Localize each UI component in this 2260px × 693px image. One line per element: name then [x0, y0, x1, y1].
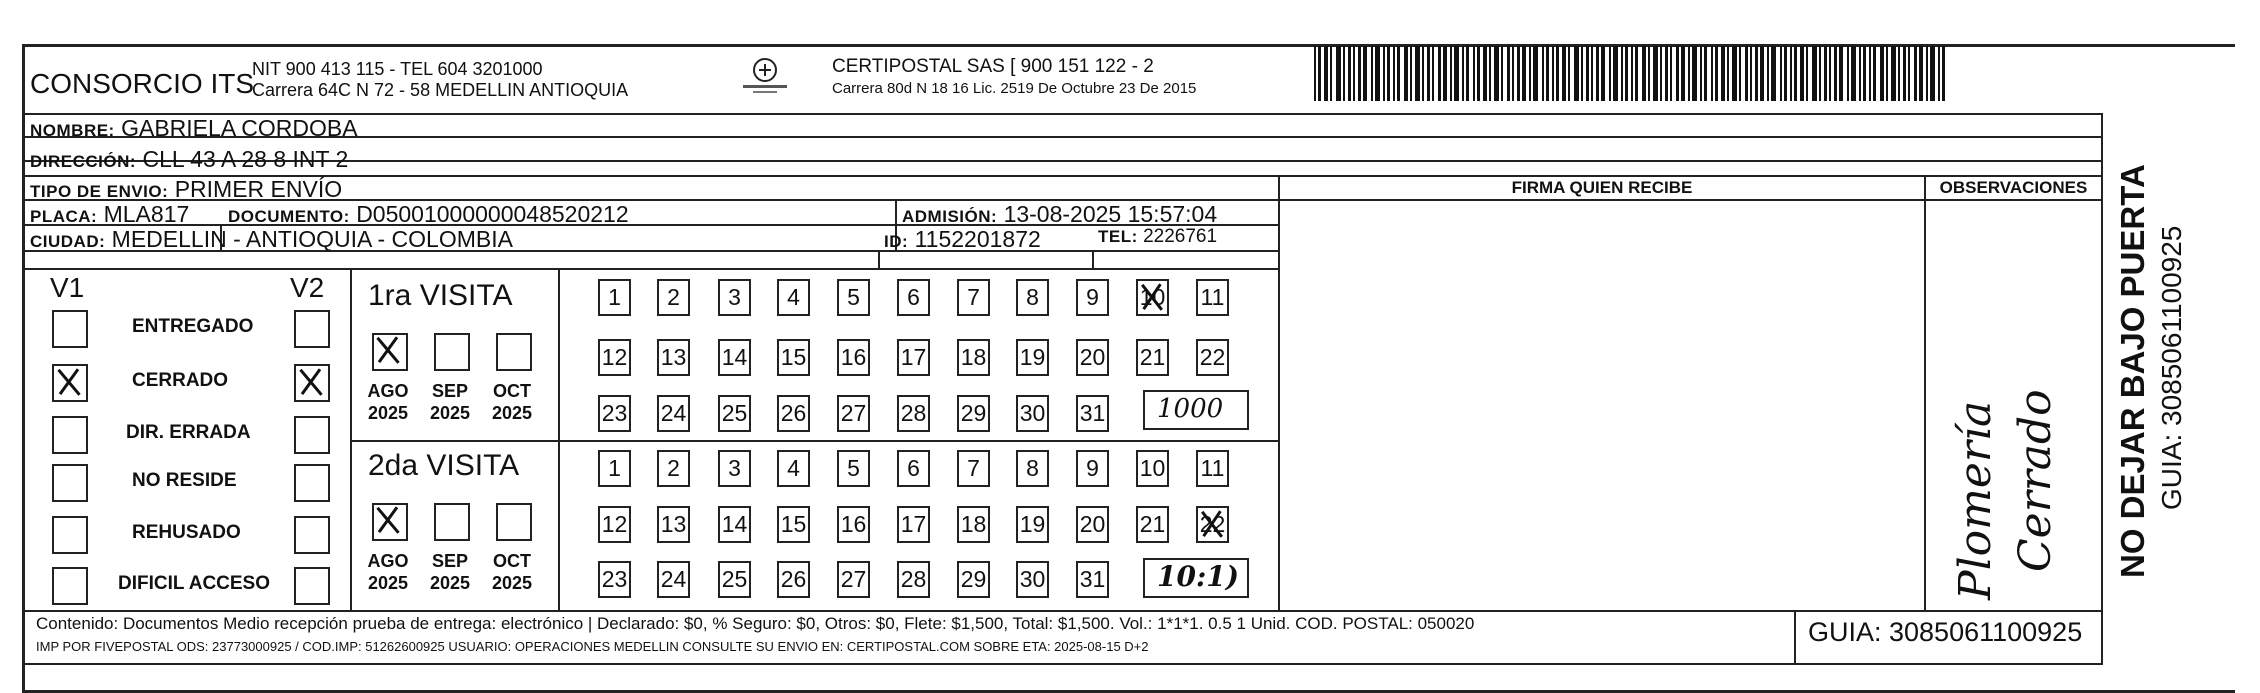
barcode-bar — [1760, 46, 1764, 101]
tel-row — [1098, 226, 1217, 248]
tipo-label: TIPO DE ENVIO: — [30, 182, 169, 201]
barcode-bar — [1771, 46, 1776, 101]
first-visit-day-31[interactable]: 31 — [1076, 395, 1109, 432]
barcode-bar — [1477, 46, 1480, 101]
barcode-bar — [1609, 46, 1611, 101]
direccion-label: DIRECCIÓN: — [30, 152, 137, 171]
barcode-bar — [1727, 46, 1729, 101]
barcode-bar — [1642, 46, 1646, 101]
barcode-bar — [1819, 46, 1821, 101]
barcode-bar — [1721, 46, 1725, 101]
barcode-bar — [1631, 46, 1633, 101]
first-visit-day-8[interactable]: 8 — [1016, 279, 1049, 316]
barcode-bar — [1494, 46, 1499, 101]
second-visit-year-label: 2025 — [367, 573, 409, 593]
id-row — [884, 226, 1041, 253]
admision-label: ADMISIÓN: — [902, 207, 998, 226]
first-visit-day-13[interactable]: 13 — [657, 339, 690, 376]
barcode-bar — [1387, 46, 1390, 101]
placa-value: MLA817 — [103, 201, 190, 227]
barcode-bar — [1898, 46, 1900, 101]
barcode-bar — [1869, 46, 1871, 101]
placa-row — [30, 201, 189, 228]
firma-header: FIRMA QUIEN RECIBE — [1511, 178, 1693, 197]
barcode-bar — [1410, 46, 1412, 101]
first-visit-month-caption — [422, 380, 478, 424]
first-visit-day-26[interactable]: 26 — [777, 395, 810, 432]
first-visit-month-caption — [484, 380, 540, 424]
v1-header: V1 — [50, 272, 85, 303]
barcode-bar — [1790, 46, 1792, 101]
second-visit-day-6[interactable]: 6 — [897, 450, 930, 487]
first-visit-day-17[interactable]: 17 — [897, 339, 930, 376]
barcode-bar — [1533, 46, 1538, 101]
company-name: CONSORCIO ITS — [30, 68, 255, 99]
barcode-bar — [1824, 46, 1827, 101]
barcode-bar — [1443, 46, 1447, 101]
barcode-bar — [1507, 46, 1510, 101]
rule — [558, 268, 560, 610]
barcode-bar — [1512, 46, 1514, 101]
second-visit-day-8[interactable]: 8 — [1016, 450, 1049, 487]
second-visit-title: 2da VISITA — [368, 449, 520, 482]
company-nit-line1: NIT 900 413 115 - TEL 604 3201000 — [252, 59, 543, 79]
second-visit-day-23[interactable]: 23 — [598, 561, 631, 598]
second-visit-year-label: 2025 — [491, 573, 533, 593]
documento-row — [228, 201, 629, 228]
second-visit-day-29[interactable]: 29 — [957, 561, 990, 598]
barcode-bar — [1489, 46, 1491, 101]
first-visit-day-6[interactable]: 6 — [897, 279, 930, 316]
tipo-value: PRIMER ENVÍO — [174, 176, 343, 202]
second-visit-day-mark — [1198, 508, 1226, 540]
first-visit-day-14[interactable]: 14 — [718, 339, 751, 376]
barcode-bar — [1891, 46, 1896, 101]
rule — [25, 610, 2103, 612]
observation-handwriting-1: Plomería — [1950, 400, 2001, 600]
first-visit-day-9[interactable]: 9 — [1076, 279, 1109, 316]
second-visit-day-25[interactable]: 25 — [718, 561, 751, 598]
v2-checkbox[interactable] — [294, 516, 330, 554]
barcode-bar — [1591, 46, 1593, 101]
first-visit-day-25[interactable]: 25 — [718, 395, 751, 432]
first-visit-time-value: 1000 — [1157, 394, 1224, 424]
barcode-bar — [1903, 46, 1906, 101]
first-visit-day-20[interactable]: 20 — [1076, 339, 1109, 376]
barcode-bar — [1438, 46, 1441, 101]
side-guia: GUIA: 3085061100925 — [2156, 225, 2187, 510]
second-visit-day-16[interactable]: 16 — [837, 506, 870, 543]
second-visit-day-15[interactable]: 15 — [777, 506, 810, 543]
rule — [1092, 250, 1094, 268]
barcode-bar — [1601, 46, 1605, 101]
first-visit-month-label: SEP — [431, 381, 469, 401]
first-visit-day-28[interactable]: 28 — [897, 395, 930, 432]
second-visit-day-9[interactable]: 9 — [1076, 450, 1109, 487]
barcode-bar — [1829, 46, 1831, 101]
barcode-bar — [1371, 46, 1373, 101]
barcode-bar — [1812, 46, 1817, 101]
barcode-bar — [1880, 46, 1884, 101]
direccion-value: CLL 43 A 28 8 INT 2 — [142, 146, 349, 172]
barcode-bar — [1847, 46, 1849, 101]
second-visit-day-27[interactable]: 27 — [837, 561, 870, 598]
second-visit-day-5[interactable]: 5 — [837, 450, 870, 487]
v1-checkbox[interactable] — [52, 416, 88, 454]
second-visit-day-22[interactable]: 22 — [1196, 506, 1229, 543]
v1-checkbox[interactable] — [52, 310, 88, 348]
barcode-bar — [1427, 46, 1430, 101]
first-visit-day-30[interactable]: 30 — [1016, 395, 1049, 432]
first-visit-time — [1143, 390, 1249, 430]
barcode-bar — [1926, 46, 1928, 101]
second-visit-day-20[interactable]: 20 — [1076, 506, 1109, 543]
second-visit-day-7[interactable]: 7 — [957, 450, 990, 487]
barcode-bar — [1397, 46, 1400, 101]
barcode-bar — [1574, 46, 1579, 101]
barcode-bar — [1681, 46, 1685, 101]
second-visit-day-24[interactable]: 24 — [657, 561, 690, 598]
status-label: DIFICIL ACCESO — [118, 573, 271, 594]
documento-value: D05001000000048520212 — [356, 201, 629, 227]
barcode-bar — [1670, 46, 1672, 101]
barcode-bar — [1919, 46, 1923, 101]
second-visit-day-21[interactable]: 21 — [1136, 506, 1169, 543]
company-nit — [252, 59, 628, 101]
barcode-bar — [1324, 46, 1328, 101]
first-visit-day-12[interactable]: 12 — [598, 339, 631, 376]
barcode-bar — [1704, 46, 1707, 101]
first-visit-day-16[interactable]: 16 — [837, 339, 870, 376]
second-visit-day-4[interactable]: 4 — [777, 450, 810, 487]
rule — [350, 268, 352, 610]
second-visit-day-10[interactable]: 10 — [1136, 450, 1169, 487]
first-visit-day-24[interactable]: 24 — [657, 395, 690, 432]
barcode-bar — [1688, 46, 1690, 101]
barcode-bar — [1800, 46, 1804, 101]
barcode-bar — [1473, 46, 1475, 101]
barcode-bar — [1930, 46, 1935, 101]
barcode-bar — [1314, 46, 1316, 101]
status-label: REHUSADO — [132, 522, 241, 543]
v2-check-mark — [296, 366, 326, 398]
second-visit-time — [1143, 558, 1249, 598]
barcode-bar — [1613, 46, 1618, 101]
ciudad-label: CIUDAD: — [30, 232, 106, 251]
second-visit-day-28[interactable]: 28 — [897, 561, 930, 598]
barcode-bar — [1454, 46, 1459, 101]
admision-value: 13-08-2025 15:57:04 — [1003, 201, 1218, 227]
first-visit-day-2[interactable]: 2 — [657, 279, 690, 316]
second-visit-year-label: 2025 — [429, 573, 471, 593]
status-label: NO RESIDE — [132, 470, 237, 491]
certipostal-name: CERTIPOSTAL SAS [ 900 151 122 - 2 — [832, 56, 1154, 77]
first-visit-day-29[interactable]: 29 — [957, 395, 990, 432]
barcode-bar — [1676, 46, 1679, 101]
first-visit-title: 1ra VISITA — [368, 279, 513, 312]
barcode-bar — [1404, 46, 1408, 101]
direccion-row — [30, 146, 348, 173]
second-visit-month-box[interactable] — [434, 503, 470, 541]
barcode-bar — [1568, 46, 1570, 101]
v2-checkbox[interactable] — [294, 567, 330, 605]
barcode-bar — [1383, 46, 1385, 101]
barcode-bar — [1745, 46, 1748, 101]
rule — [22, 663, 2103, 665]
barcode-bar — [1755, 46, 1758, 101]
status-label: DIR. ERRADA — [126, 422, 251, 443]
barcode-bar — [1938, 46, 1940, 101]
v1-checkbox[interactable] — [52, 464, 88, 502]
tel-label: TEL: — [1098, 227, 1138, 246]
documento-label: DOCUMENTO: — [228, 207, 350, 226]
first-visit-month-box[interactable] — [496, 333, 532, 371]
barcode-bar — [1336, 46, 1341, 101]
v1-checkbox[interactable] — [52, 567, 88, 605]
barcode-bar — [1466, 46, 1469, 101]
barcode-bar — [1517, 46, 1520, 101]
tel-value: 2226761 — [1143, 226, 1218, 247]
barcode-bar — [1873, 46, 1876, 101]
barcode-bar — [1750, 46, 1752, 101]
v2-checkbox[interactable] — [294, 416, 330, 454]
second-visit-month-caption — [484, 550, 540, 594]
first-visit-day-7[interactable]: 7 — [957, 279, 990, 316]
barcode-bar — [1739, 46, 1741, 101]
observation-handwriting-2: Cerrado — [2010, 389, 2061, 572]
barcode-bar — [1851, 46, 1856, 101]
nombre-label: NOMBRE: — [30, 121, 115, 140]
second-visit-day-13[interactable]: 13 — [657, 506, 690, 543]
barcode-bar — [1501, 46, 1503, 101]
second-visit-day-19[interactable]: 19 — [1016, 506, 1049, 543]
second-visit-month-label: SEP — [431, 551, 469, 571]
barcode-bar — [1692, 46, 1697, 101]
rule — [1794, 610, 1796, 665]
second-visit-month-caption — [360, 550, 416, 594]
barcode-bar — [1586, 46, 1589, 101]
second-visit-day-30[interactable]: 30 — [1016, 561, 1049, 598]
admision-row — [902, 201, 1217, 228]
barcode-bar — [1914, 46, 1917, 101]
barcode-bar — [1330, 46, 1332, 101]
no-dejar-notice: NO DEJAR BAJO PUERTA — [2114, 164, 2151, 578]
second-visit-time-value: 10:1) — [1157, 560, 1240, 593]
company-address: Carrera 64C N 72 - 58 MEDELLIN ANTIOQUIA — [252, 80, 629, 100]
first-visit-day-11[interactable]: 11 — [1196, 279, 1229, 316]
ciudad-value: MEDELLIN - ANTIOQUIA - COLOMBIA — [111, 226, 513, 252]
barcode-bar — [1363, 46, 1367, 101]
observaciones-header: OBSERVACIONES — [1939, 178, 2088, 197]
second-visit-day-3[interactable]: 3 — [718, 450, 751, 487]
footer-contenido: Contenido: Documentos Medio recepción prueba de entrega: electrónico | Declarado: $0, % Seguro: $0, Otros: $0, Flete: $1,500, Total: $1,500. Vol.: 1*1*1. 0.5 1 Unid. COD. POSTAL: 050020 — [36, 614, 1475, 633]
second-visit-month-box[interactable] — [496, 503, 532, 541]
v1-check-mark — [54, 366, 84, 398]
barcode-bar — [1784, 46, 1787, 101]
barcode-bar — [1794, 46, 1797, 101]
first-visit-month-caption — [360, 380, 416, 424]
first-visit-day-3[interactable]: 3 — [718, 279, 751, 316]
second-visit-month-label: AGO — [367, 551, 409, 571]
barcode-bar — [1625, 46, 1628, 101]
barcode-bar — [1318, 46, 1321, 101]
footer-imp: IMP POR FIVEPOSTAL ODS: 23773000925 / COD.IMP: 51262600925 USUARIO: OPERACIONES MEDELLIN CONSULTE SU ENVIO EN: CERTIPOSTAL.COM SOBRE ETA: 2025-08-15 D+2 — [36, 639, 1149, 654]
barcode-bar — [1596, 46, 1599, 101]
first-visit-day-19[interactable]: 19 — [1016, 339, 1049, 376]
status-label: ENTREGADO — [132, 316, 254, 337]
barcode-bar — [1450, 46, 1452, 101]
first-visit-day-5[interactable]: 5 — [837, 279, 870, 316]
certipostal-info — [832, 56, 1196, 100]
barcode-bar — [1432, 46, 1434, 101]
barcode-bar — [1767, 46, 1769, 101]
barcode-bar — [1375, 46, 1380, 101]
placa-label: PLACA: — [30, 207, 98, 226]
barcode-bar — [1859, 46, 1861, 101]
barcode-bar — [1621, 46, 1623, 101]
barcode-bar — [1542, 46, 1544, 101]
second-visit-day-18[interactable]: 18 — [957, 506, 990, 543]
barcode-bar — [1732, 46, 1737, 101]
barcode-bar — [1522, 46, 1526, 101]
barcode-bar — [1700, 46, 1702, 101]
barcode-bar — [1529, 46, 1531, 101]
first-visit-day-1[interactable]: 1 — [598, 279, 631, 316]
nombre-value: GABRIELA CORDOBA — [121, 115, 358, 141]
second-visit-day-17[interactable]: 17 — [897, 506, 930, 543]
barcode-bar — [1422, 46, 1424, 101]
barcode-bar — [1711, 46, 1713, 101]
barcode-bar — [1886, 46, 1888, 101]
certipostal-logo — [735, 56, 795, 96]
barcode-bar — [1863, 46, 1866, 101]
barcode-bar — [1839, 46, 1843, 101]
first-visit-day-4[interactable]: 4 — [777, 279, 810, 316]
second-visit-day-12[interactable]: 12 — [598, 506, 631, 543]
tipo-row — [30, 176, 342, 203]
first-visit-day-22[interactable]: 22 — [1196, 339, 1229, 376]
barcode-bar — [1546, 46, 1549, 101]
barcode-bar — [1483, 46, 1487, 101]
v1-checkbox[interactable] — [52, 516, 88, 554]
barcode-bar — [1806, 46, 1808, 101]
barcode-bar — [1581, 46, 1583, 101]
first-visit-day-10[interactable]: 10 — [1136, 279, 1169, 316]
barcode-bar — [1415, 46, 1420, 101]
barcode-bar — [1660, 46, 1662, 101]
barcode — [1312, 46, 1950, 101]
second-visit-day-2[interactable]: 2 — [657, 450, 690, 487]
barcode-bar — [1562, 46, 1566, 101]
v2-checkbox[interactable] — [294, 310, 330, 348]
second-visit-day-11[interactable]: 11 — [1196, 450, 1229, 487]
barcode-bar — [1462, 46, 1464, 101]
barcode-bar — [1908, 46, 1910, 101]
second-visit-day-26[interactable]: 26 — [777, 561, 810, 598]
id-label: ID: — [884, 232, 909, 251]
barcode-bar — [1665, 46, 1668, 101]
footer-guia: GUIA: 3085061100925 — [1808, 617, 2083, 647]
second-visit-month-label: OCT — [493, 551, 531, 571]
barcode-bar — [1353, 46, 1355, 101]
second-visit-month-mark — [373, 504, 403, 536]
first-visit-year-label: 2025 — [491, 403, 533, 423]
barcode-bar — [1942, 46, 1945, 101]
first-visit-month-mark — [373, 334, 403, 366]
rule — [1278, 175, 1280, 610]
nombre-row — [30, 115, 358, 142]
barcode-bar — [1348, 46, 1351, 101]
barcode-bar — [1358, 46, 1361, 101]
second-visit-day-14[interactable]: 14 — [718, 506, 751, 543]
certipostal-license: Carrera 80d N 18 16 Lic. 2519 De Octubre 23 De 2015 — [832, 80, 1197, 97]
second-visit-day-1[interactable]: 1 — [598, 450, 631, 487]
rule — [1924, 175, 1926, 610]
barcode-bar — [1715, 46, 1718, 101]
barcode-bar — [1635, 46, 1638, 101]
v2-header: V2 — [290, 272, 325, 303]
rule — [25, 268, 1280, 270]
first-visit-year-label: 2025 — [429, 403, 471, 423]
barcode-bar — [1648, 46, 1650, 101]
second-visit-day-31[interactable]: 31 — [1076, 561, 1109, 598]
status-label: CERRADO — [132, 370, 229, 391]
first-visit-day-23[interactable]: 23 — [598, 395, 631, 432]
first-visit-month-box[interactable] — [434, 333, 470, 371]
barcode-bar — [1780, 46, 1782, 101]
first-visit-day-18[interactable]: 18 — [957, 339, 990, 376]
first-visit-month-label: OCT — [493, 381, 531, 401]
rule — [352, 440, 1280, 442]
first-visit-day-21[interactable]: 21 — [1136, 339, 1169, 376]
barcode-bar — [1552, 46, 1554, 101]
barcode-bar — [1343, 46, 1345, 101]
barcode-bar — [1393, 46, 1395, 101]
barcode-bar — [1834, 46, 1837, 101]
first-visit-day-mark — [1138, 281, 1166, 313]
second-visit-month-caption — [422, 550, 478, 594]
barcode-bar — [1653, 46, 1658, 101]
id-value: 1152201872 — [914, 226, 1041, 252]
first-visit-day-15[interactable]: 15 — [777, 339, 810, 376]
v2-checkbox[interactable] — [294, 464, 330, 502]
barcode-bar — [1556, 46, 1559, 101]
ciudad-row — [30, 226, 513, 253]
first-visit-year-label: 2025 — [367, 403, 409, 423]
first-visit-day-27[interactable]: 27 — [837, 395, 870, 432]
first-visit-month-label: AGO — [367, 381, 409, 401]
rule — [2101, 113, 2103, 665]
rule — [878, 250, 880, 268]
